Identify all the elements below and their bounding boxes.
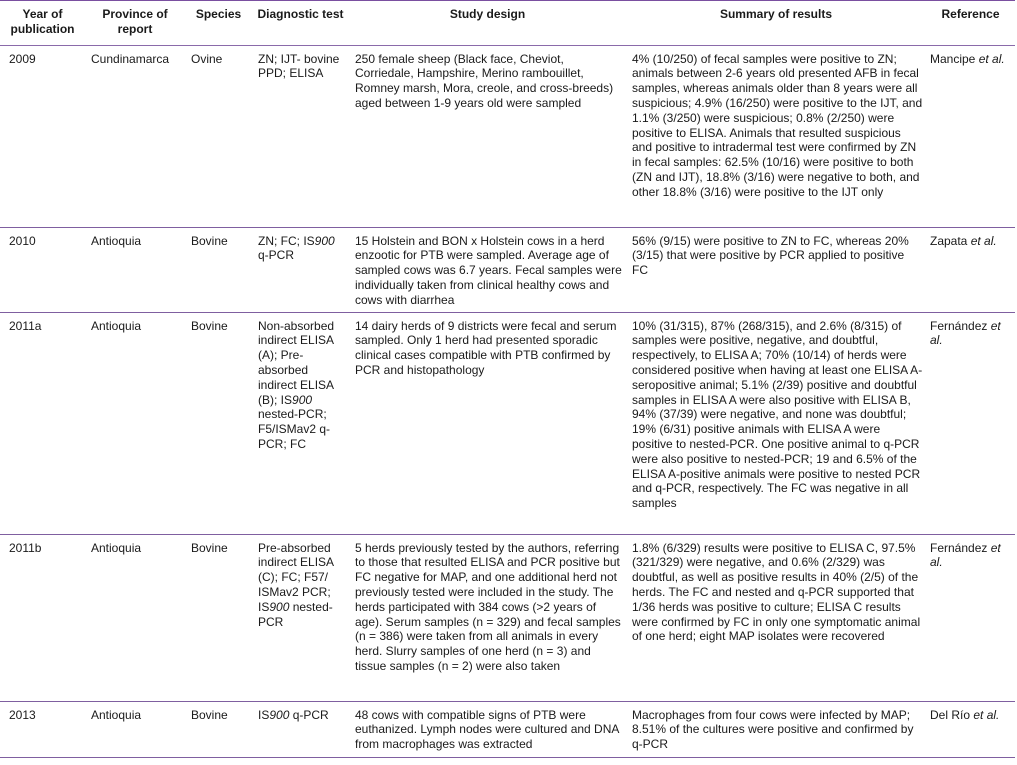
cell-province: Antioquia [85, 312, 185, 534]
table-row [0, 227, 1015, 312]
cell-summary: 1.8% (6/329) results were positive to ELISA C, 97.5% (321/329) were negative, and 0.6% (2/329) was doubtful, as well as positive results in 40% (2/5) of the herds. The FC and nested and q-PCR supported that 1/36 herds was positive to culture; ELISA C results were confirmed by FC in only one symptomatic animal of one herd; eight MAP isolates were recovered [626, 534, 926, 701]
test-text-rest: nested-PCR; F5/ISMav2 q-PCR; FC [258, 407, 331, 451]
cell-reference [926, 45, 1015, 227]
header-row [0, 1, 1015, 46]
cell-reference [926, 312, 1015, 534]
cell-year: 2013 [0, 701, 85, 757]
cell-summary: 56% (9/15) were positive to ZN to FC, whereas 20% (3/15) that were positive by PCR applied to positive FC [626, 227, 926, 312]
cell-test [252, 45, 349, 227]
test-text-italic: 900 [292, 392, 313, 407]
reference-author: Zapata [930, 233, 968, 248]
cell-province: Antioquia [85, 701, 185, 757]
cell-year: 2011a [0, 312, 85, 534]
reference-etal: et al. [973, 707, 1000, 722]
cell-species: Bovine [185, 534, 252, 701]
table-row [0, 701, 1015, 757]
reference-etal: et al. [970, 233, 997, 248]
reference-author: Mancipe [930, 51, 976, 66]
cell-reference [926, 701, 1015, 757]
table-row [0, 312, 1015, 534]
test-text: Pre-absorbed indirect ELISA (C); FC; F57/ ISMav2 PCR; IS [258, 540, 334, 614]
cell-design: 15 Holstein and BON x Holstein cows in a herd enzootic for PTB were sampled. Average age of sampled cows was 6.7 years. Fecal samples were individually taken from clinical healthy cows and cows with diarrhea [349, 227, 626, 312]
test-text-rest: q-PCR [289, 707, 329, 722]
cell-summary: Macrophages from four cows were infected by MAP; 8.51% of the cultures were positive and confirmed by q-PCR [626, 701, 926, 757]
header-reference: Reference [926, 1, 1015, 46]
test-text-rest: q-PCR [258, 248, 295, 263]
header-diagnostic-test: Diagnostic test [252, 1, 349, 46]
test-text: ZN; FC; IS [258, 233, 315, 248]
cell-species: Ovine [185, 45, 252, 227]
reference-etal: et al. [930, 318, 1001, 348]
reference-author: Fernández [930, 318, 988, 333]
test-text: ZN; IJT- bovine PPD; ELISA [258, 51, 340, 81]
reference-etal: et al. [978, 51, 1005, 66]
header-province: Province of report [85, 1, 185, 46]
reference-author: Del Río [930, 707, 971, 722]
cell-test [252, 312, 349, 534]
cell-species: Bovine [185, 701, 252, 757]
test-text: IS [258, 707, 270, 722]
test-text-italic: 900 [314, 233, 335, 248]
header-study-design: Study design [349, 1, 626, 46]
cell-test [252, 701, 349, 757]
table-row [0, 45, 1015, 227]
reference-etal: et al. [930, 540, 1001, 570]
header-summary: Summary of results [626, 1, 926, 46]
cell-year: 2011b [0, 534, 85, 701]
reference-author: Fernández [930, 540, 988, 555]
cell-summary: 10% (31/315), 87% (268/315), and 2.6% (8/315) of samples were positive, negative, and doubtful, respectively, to ELISA A; 70% (10/14) of herds were considered positive when having at least one ELISA A-seropositive animal; 5.1% (2/39) positive and doubtful samples in ELISA A were also positive with ELISA B, 94% (37/39) were negative, and none was doubtful; 19% (6/31) positive animals with ELISA A were positive to nested-PCR. One positive animal to q-PCR were also positive to nested-PCR; 19 and 6.5% of the ELISA A-positive animals were positive to nested PCR and q-PCR, respectively. The FC was negative in all samples [626, 312, 926, 534]
table-row [0, 534, 1015, 701]
cell-reference [926, 534, 1015, 701]
test-text-italic: 900 [269, 599, 290, 614]
test-text: Non-absorbed indirect ELISA (A); Pre-absorbed indirect ELISA (B); IS [258, 318, 335, 407]
cell-province: Antioquia [85, 534, 185, 701]
cell-year: 2009 [0, 45, 85, 227]
cell-design: 250 female sheep (Black face, Cheviot, Corriedale, Hampshire, Merino rambouillet, Romney marsh, Mora, creole, and cross-breeds) aged between 1-9 years old were sampled [349, 45, 626, 227]
cell-province: Cundinamarca [85, 45, 185, 227]
header-species: Species [185, 1, 252, 46]
cell-species: Bovine [185, 312, 252, 534]
cell-test [252, 534, 349, 701]
cell-year: 2010 [0, 227, 85, 312]
cell-design: 14 dairy herds of 9 districts were fecal and serum sampled. Only 1 herd had presented sporadic clinical cases compatible with PTB confirmed by PCR and histopathology [349, 312, 626, 534]
cell-design: 5 herds previously tested by the authors, referring to those that resulted ELISA and PCR positive but FC negative for MAP, and one additional herd not previously tested were included in the study. The herds participated with 384 cows (>2 years of age). Serum samples (n = 329) and fecal samples (n = 386) were taken from all animals in every herd. Slurry samples of one herd (n = 3) and tissue samples (n = 2) were also taken [349, 534, 626, 701]
header-year: Year of publication [0, 1, 85, 46]
test-text-italic: 900 [269, 707, 290, 722]
cell-summary: 4% (10/250) of fecal samples were positive to ZN; animals between 2-6 years old presented AFB in fecal samples, whereas animals older than 8 years were all suspicious; 4.9% (16/250) were positive to the IJT, and 1.1% (3/250) were suspicious; 0.8% (2/250) were positive to ELISA. Animals that resulted suspicious and positive to intradermal test were confirmed by ZN in fecal samples: 62.5% (10/16) were positive to both (ZN and IJT), 18.8% (3/16) were negative to both, and other 18.8% (3/16) were positive to the IJT only [626, 45, 926, 227]
test-text-rest: nested-PCR [258, 599, 333, 629]
cell-province: Antioquia [85, 227, 185, 312]
cell-species: Bovine [185, 227, 252, 312]
cell-reference [926, 227, 1015, 312]
cell-test [252, 227, 349, 312]
cell-design: 48 cows with compatible signs of PTB were euthanized. Lymph nodes were cultured and DNA from macrophages was extracted [349, 701, 626, 757]
